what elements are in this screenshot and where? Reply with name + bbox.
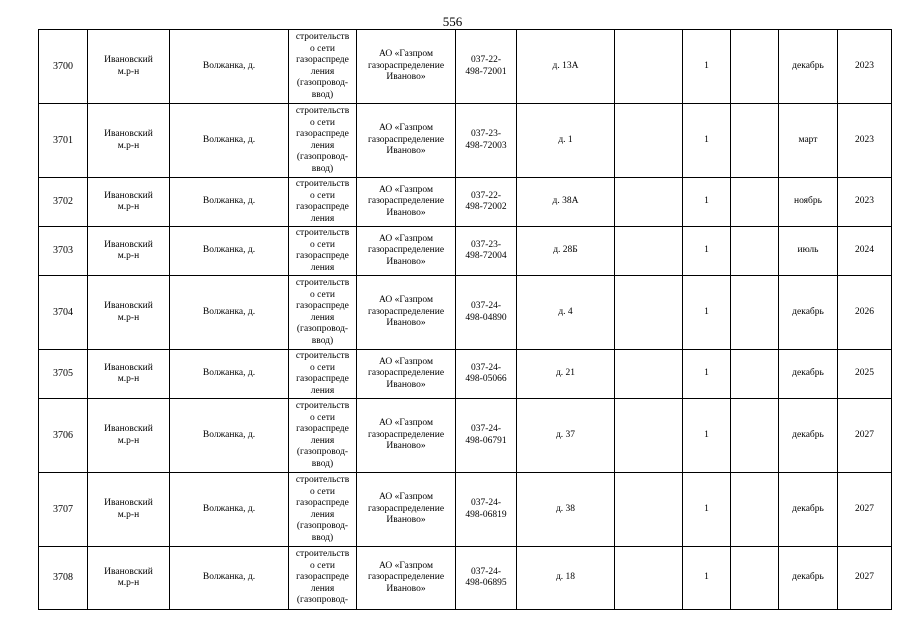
object-line: газораспреде	[296, 129, 349, 139]
application-code-cell: 037-23- 498-72004	[456, 227, 517, 276]
application-code-cell: 037-24- 498-06895	[456, 547, 517, 610]
address-cell: д. 38	[517, 473, 615, 547]
empty-cell	[731, 227, 779, 276]
settlement-cell: Волжанка, д.	[170, 547, 289, 610]
table-row	[39, 178, 892, 227]
district-cell: Ивановский м.р-н	[88, 104, 170, 178]
empty-cell	[615, 30, 683, 104]
application-code-cell: 037-22- 498-72001	[456, 30, 517, 104]
row-number: 3704	[39, 276, 88, 350]
quantity-cell: 1	[683, 104, 731, 178]
address-cell: д. 28Б	[517, 227, 615, 276]
table-row	[39, 104, 892, 178]
quantity-cell: 1	[683, 547, 731, 610]
object-type-cell	[289, 473, 357, 547]
organization-cell: АО «Газпром газораспределение Иваново»	[357, 473, 456, 547]
organization-cell: АО «Газпром газораспределение Иваново»	[357, 350, 456, 399]
organization-cell: АО «Газпром газораспределение Иваново»	[357, 104, 456, 178]
object-line: газораспреде	[296, 251, 349, 261]
object-line: ввод)	[311, 532, 334, 543]
object-line: (газопровод-	[296, 152, 349, 162]
organization-cell: АО «Газпром газораспределение Иваново»	[357, 178, 456, 227]
month-cell: ноябрь	[779, 178, 838, 227]
table-body	[39, 30, 892, 610]
empty-cell	[731, 178, 779, 227]
object-line: ввод)	[311, 89, 334, 100]
object-line: газораспреде	[296, 572, 349, 583]
gasification-register-table	[38, 29, 892, 610]
month-cell: декабрь	[779, 547, 838, 610]
table-row	[39, 399, 892, 473]
month-cell: декабрь	[779, 399, 838, 473]
settlement-cell: Волжанка, д.	[170, 178, 289, 227]
application-code-cell: 037-24- 498-06819	[456, 473, 517, 547]
quantity-cell: 1	[683, 276, 731, 350]
month-cell: март	[779, 104, 838, 178]
empty-cell	[731, 473, 779, 547]
object-line: о сети	[310, 486, 335, 497]
object-type-cell	[289, 399, 357, 473]
object-line: газораспреде	[296, 202, 349, 212]
application-code-cell: 037-24- 498-05066	[456, 350, 517, 399]
quantity-cell: 1	[683, 30, 731, 104]
object-line: (газопровод-	[296, 447, 349, 457]
empty-cell	[731, 350, 779, 399]
object-line: газораспреде	[296, 301, 349, 311]
empty-cell	[731, 399, 779, 473]
quantity-cell: 1	[683, 350, 731, 399]
application-code-cell: 037-22- 498-72002	[456, 178, 517, 227]
year-cell: 2026	[838, 276, 892, 350]
row-number: 3707	[39, 473, 88, 547]
application-code-cell: 037-24- 498-04890	[456, 276, 517, 350]
district-cell: Ивановский м.р-н	[88, 473, 170, 547]
object-line: ввод)	[311, 163, 334, 174]
row-number: 3706	[39, 399, 88, 473]
object-line: о сети	[310, 560, 335, 571]
row-number: 3703	[39, 227, 88, 276]
district-cell: Ивановский м.р-н	[88, 276, 170, 350]
table-row	[39, 473, 892, 547]
year-cell: 2023	[838, 30, 892, 104]
object-line: о сети	[310, 190, 335, 201]
object-line: (газопровод-	[296, 521, 349, 531]
object-line: ления	[310, 66, 335, 77]
object-line: о сети	[310, 239, 335, 250]
object-line: о сети	[310, 412, 335, 423]
object-type-cell	[289, 104, 357, 178]
row-number: 3702	[39, 178, 88, 227]
object-line: строительств	[295, 228, 350, 238]
table-row	[39, 30, 892, 104]
organization-cell: АО «Газпром газораспределение Иваново»	[357, 399, 456, 473]
object-line: ввод)	[311, 335, 334, 346]
row-number: 3705	[39, 350, 88, 399]
quantity-cell: 1	[683, 473, 731, 547]
empty-cell	[615, 178, 683, 227]
year-cell: 2023	[838, 104, 892, 178]
empty-cell	[615, 227, 683, 276]
month-cell: декабрь	[779, 276, 838, 350]
table-row	[39, 350, 892, 399]
object-line: ления	[310, 435, 335, 446]
year-cell: 2023	[838, 178, 892, 227]
object-line: ления	[310, 509, 335, 520]
object-line: строительств	[295, 475, 350, 485]
organization-cell: АО «Газпром газораспределение Иваново»	[357, 30, 456, 104]
quantity-cell: 1	[683, 399, 731, 473]
year-cell: 2027	[838, 547, 892, 610]
address-cell: д. 18	[517, 547, 615, 610]
empty-cell	[731, 276, 779, 350]
object-line: ления	[310, 262, 335, 273]
month-cell: июль	[779, 227, 838, 276]
address-cell: д. 1	[517, 104, 615, 178]
object-line: строительств	[295, 278, 350, 288]
object-line: ления	[310, 385, 335, 396]
quantity-cell: 1	[683, 227, 731, 276]
row-number: 3701	[39, 104, 88, 178]
row-number: 3700	[39, 30, 88, 104]
object-line: ления	[310, 312, 335, 323]
organization-cell: АО «Газпром газораспределение Иваново»	[357, 276, 456, 350]
application-code-cell: 037-23- 498-72003	[456, 104, 517, 178]
object-line: (газопровод-	[296, 324, 349, 334]
object-type-cell	[289, 227, 357, 276]
quantity-cell: 1	[683, 178, 731, 227]
object-type-cell	[289, 178, 357, 227]
empty-cell	[731, 104, 779, 178]
empty-cell	[615, 547, 683, 610]
object-line: строительств	[295, 106, 350, 116]
address-cell: д. 13А	[517, 30, 615, 104]
empty-cell	[615, 350, 683, 399]
address-cell: д. 38А	[517, 178, 615, 227]
object-line: строительств	[295, 32, 350, 42]
organization-cell: АО «Газпром газораспределение Иваново»	[357, 547, 456, 610]
empty-cell	[731, 547, 779, 610]
district-cell: Ивановский м.р-н	[88, 227, 170, 276]
district-cell: Ивановский м.р-н	[88, 350, 170, 399]
settlement-cell: Волжанка, д.	[170, 399, 289, 473]
table-row	[39, 227, 892, 276]
empty-cell	[615, 473, 683, 547]
object-line: ления	[310, 213, 335, 224]
application-code-cell: 037-24- 498-06791	[456, 399, 517, 473]
empty-cell	[615, 399, 683, 473]
object-line: (газопровод-	[296, 595, 349, 606]
object-type-cell	[289, 547, 357, 610]
object-line: (газопровод-	[296, 78, 349, 88]
month-cell: декабрь	[779, 30, 838, 104]
object-line: газораспреде	[296, 55, 349, 65]
object-line: ления	[310, 140, 335, 151]
object-line: о сети	[310, 117, 335, 128]
organization-cell: АО «Газпром газораспределение Иваново»	[357, 227, 456, 276]
settlement-cell: Волжанка, д.	[170, 473, 289, 547]
district-cell: Ивановский м.р-н	[88, 547, 170, 610]
table-row	[39, 276, 892, 350]
year-cell: 2027	[838, 473, 892, 547]
district-cell: Ивановский м.р-н	[88, 30, 170, 104]
empty-cell	[615, 104, 683, 178]
object-line: ления	[310, 583, 335, 594]
page-number: 556	[442, 14, 463, 29]
object-line: о сети	[310, 43, 335, 54]
object-line: строительств	[295, 401, 350, 411]
object-line: о сети	[310, 362, 335, 373]
object-type-cell	[289, 276, 357, 350]
district-cell: Ивановский м.р-н	[88, 399, 170, 473]
month-cell: декабрь	[779, 350, 838, 399]
object-line: ввод)	[311, 458, 334, 469]
year-cell: 2024	[838, 227, 892, 276]
address-cell: д. 21	[517, 350, 615, 399]
object-line: о сети	[310, 289, 335, 300]
settlement-cell: Волжанка, д.	[170, 30, 289, 104]
district-cell: Ивановский м.р-н	[88, 178, 170, 227]
table-row	[39, 547, 892, 610]
settlement-cell: Волжанка, д.	[170, 276, 289, 350]
object-line: газораспреде	[296, 498, 349, 508]
address-cell: д. 4	[517, 276, 615, 350]
object-line: строительств	[295, 549, 350, 560]
year-cell: 2025	[838, 350, 892, 399]
object-line: газораспреде	[296, 424, 349, 434]
object-line: газораспреде	[296, 374, 349, 384]
object-type-cell	[289, 30, 357, 104]
object-line: строительств	[295, 351, 350, 361]
empty-cell	[731, 30, 779, 104]
object-type-cell	[289, 350, 357, 399]
settlement-cell: Волжанка, д.	[170, 350, 289, 399]
year-cell: 2027	[838, 399, 892, 473]
empty-cell	[615, 276, 683, 350]
address-cell: д. 37	[517, 399, 615, 473]
object-line: строительств	[295, 179, 350, 189]
settlement-cell: Волжанка, д.	[170, 227, 289, 276]
settlement-cell: Волжанка, д.	[170, 104, 289, 178]
month-cell: декабрь	[779, 473, 838, 547]
row-number: 3708	[39, 547, 88, 610]
